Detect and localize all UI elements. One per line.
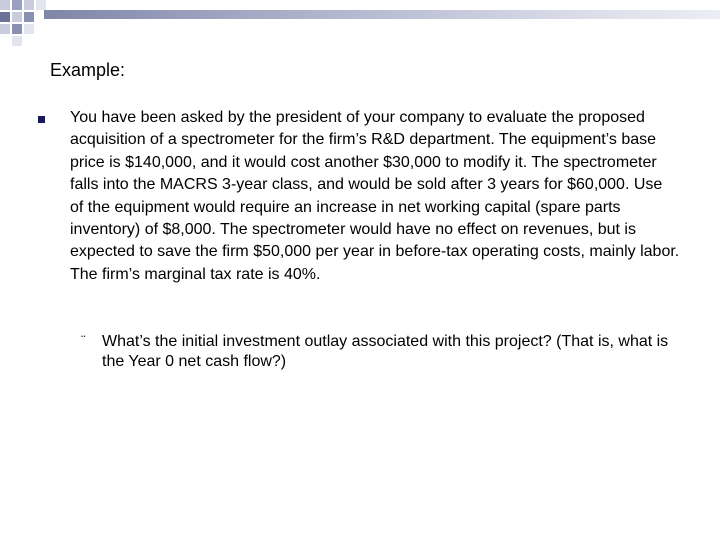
decor-square (12, 0, 22, 10)
decor-square (0, 12, 10, 22)
decor-square (12, 24, 22, 34)
square-bullet-icon (38, 116, 45, 123)
decor-square (12, 12, 22, 22)
decor-square (24, 0, 34, 10)
hollow-square-bullet-icon: ¨ (80, 335, 87, 350)
sub-bullet-text: What’s the initial investment outlay associated with this project? (That is, what is the Year 0 net cash flow?) (102, 333, 669, 370)
decor-square (24, 24, 34, 34)
decor-gradient-bar (44, 10, 720, 19)
decor-square (0, 24, 10, 34)
bullet-item (38, 107, 678, 286)
decor-square (36, 0, 46, 10)
decor-square (24, 12, 34, 22)
slide-title: Example: (50, 60, 126, 80)
bullet-text: You have been asked by the president of your company to evaluate the proposed acquisition of a spectrometer for the firm’s R&D department. The equipment’s base price is $140,000, and it would cost another $30,000 to modify it. The spectrometer falls into the MACRS 3-year class, and would be sold after 3 years for $60,000. Use of the equipment would require an increase in net working capital (spare parts inventory) of $8,000. The spectrometer would have no effect on revenues, but is expected to save the firm $50,000 per year in before-tax operating costs, mainly labor. The firm’s marginal tax rate is 40%. (70, 109, 680, 283)
decor-square (0, 0, 10, 10)
sub-bullet-item (80, 332, 680, 372)
decorative-header-pattern (0, 0, 720, 48)
decor-square (12, 36, 22, 46)
